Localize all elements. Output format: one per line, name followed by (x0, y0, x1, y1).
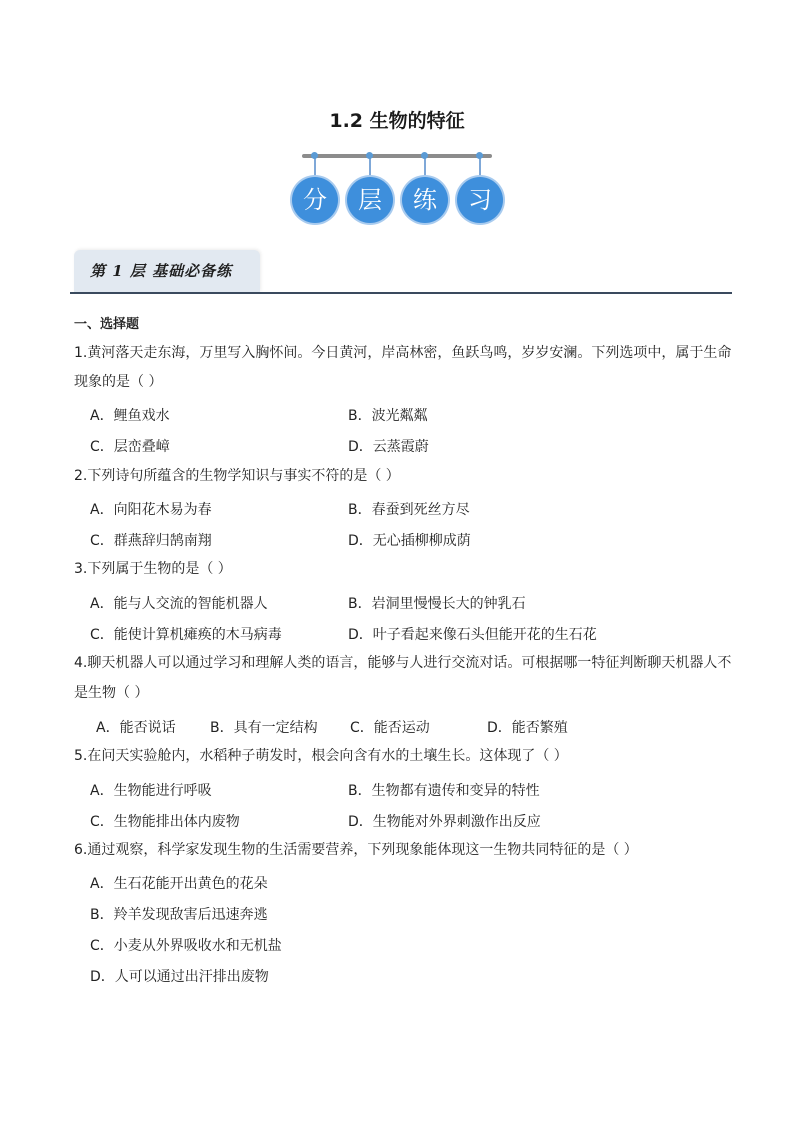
banner-circle: 练 (402, 177, 448, 223)
tier-divider (70, 292, 732, 294)
question-1-option-d[interactable]: D．云蒸霞蔚 (348, 439, 429, 455)
question-5-option-d[interactable]: D．生物能对外界刺激作出反应 (348, 814, 541, 830)
banner-bar (302, 154, 492, 158)
question-2-option-b[interactable]: B．春蚕到死丝方尽 (348, 502, 470, 518)
question-3-option-d[interactable]: D．叶子看起来像石头但能开花的生石花 (348, 627, 597, 643)
question-2-stem: 2.下列诗句所蕴含的生物学知识与事实不符的是（ ） (74, 468, 400, 484)
question-5-option-a[interactable]: A．生物能进行呼吸 (90, 783, 212, 799)
banner-pin-dot (366, 152, 373, 159)
question-5-option-b[interactable]: B．生物都有遗传和变异的特性 (348, 783, 540, 799)
question-2-option-c[interactable]: C．群燕辞归鹄南翔 (90, 533, 212, 549)
question-1-stem-line2: 现象的是（ ） (74, 374, 163, 390)
banner-pin-dot (476, 152, 483, 159)
question-6-option-c[interactable]: C．小麦从外界吸收水和无机盐 (90, 938, 282, 954)
question-6-option-a[interactable]: A．生石花能开出黄色的花朵 (90, 876, 268, 892)
question-3-option-c[interactable]: C．能使计算机瘫痪的木马病毒 (90, 627, 282, 643)
question-1-option-b[interactable]: B．波光粼粼 (348, 408, 428, 424)
question-4-stem-line1: 4.聊天机器人可以通过学习和理解人类的语言，能够与人进行交流对话。可根据哪一特征判断聊天机器人不 (74, 655, 732, 671)
question-5-option-c[interactable]: C．生物能排出体内废物 (90, 814, 240, 830)
question-4-option-b[interactable]: B．具有一定结构 (210, 720, 318, 736)
question-4-stem-line2: 是生物（ ） (74, 685, 149, 701)
question-1-stem-line1: 1.黄河落天走东海，万里写入胸怀间。今日黄河，岸高林密，鱼跃鸟鸣，岁岁安澜。下列选项中，属于生命 (74, 345, 732, 361)
question-4-option-a[interactable]: A．能否说话 (96, 720, 176, 736)
tier-label: 第 1 层 基础必备练 (90, 262, 233, 280)
page-title: 1.2 生物的特征 (329, 110, 465, 132)
question-3-option-a[interactable]: A．能与人交流的智能机器人 (90, 596, 268, 612)
section-heading: 一、选择题 (74, 317, 140, 332)
question-3-option-b[interactable]: B．岩洞里慢慢长大的钟乳石 (348, 596, 526, 612)
question-1-option-a[interactable]: A．鲤鱼戏水 (90, 408, 170, 424)
banner-circle: 层 (347, 177, 393, 223)
tier-tab (74, 250, 260, 292)
question-3-stem: 3.下列属于生物的是（ ） (74, 561, 232, 577)
banner-circle: 习 (457, 177, 503, 223)
question-1-option-c[interactable]: C．层峦叠嶂 (90, 439, 170, 455)
banner-pin-dot (311, 152, 318, 159)
banner (292, 150, 502, 230)
question-6-stem: 6.通过观察，科学家发现生物的生活需要营养，下列现象能体现这一生物共同特征的是（ ） (74, 842, 638, 858)
question-6-option-d[interactable]: D．人可以通过出汗排出废物 (90, 969, 269, 985)
banner-circle: 分 (292, 177, 338, 223)
question-4-option-d[interactable]: D．能否繁殖 (487, 720, 568, 736)
question-5-stem: 5.在问天实验舱内，水稻种子萌发时，根会向含有水的土壤生长。这体现了（ ） (74, 748, 568, 764)
question-2-option-a[interactable]: A．向阳花木易为春 (90, 502, 212, 518)
banner-pin-dot (421, 152, 428, 159)
question-6-option-b[interactable]: B．羚羊发现敌害后迅速奔逃 (90, 907, 268, 923)
question-2-option-d[interactable]: D．无心插柳柳成荫 (348, 533, 471, 549)
question-4-option-c[interactable]: C．能否运动 (350, 720, 430, 736)
